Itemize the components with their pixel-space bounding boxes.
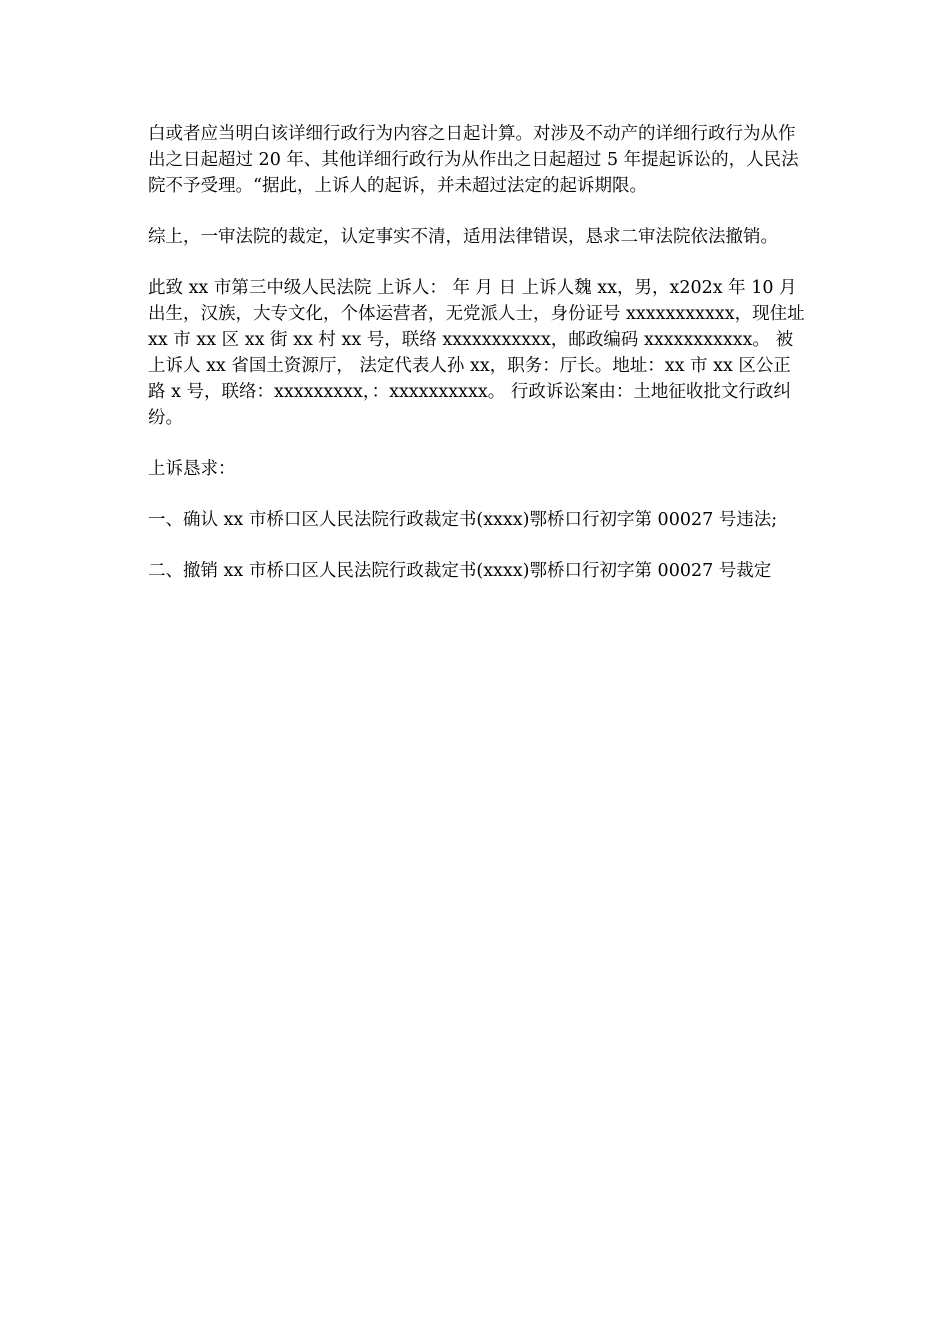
paragraph-parties: 此致 xx 市第三中级人民法院 上诉人： 年 月 日 上诉人魏 xx，男，x202x 年 10 月出生，汉族，大专文化，个体运营者，无党派人士，身份证号 xxxxxxxxxxx，现住址 xx 市 xx 区 xx 街 xx 村 xx 号，联络 xxxxxxxxxxx，邮政编码 xxxxxxxxxxx。 被上诉人 xx 省国土资源厅， 法定代表人孙 xx，职务：厅长。地址：xx 市 xx 区公正路 x 号，联络：xxxxxxxxx，：xxxxxxxxxx。 行政诉讼案由：土地征收批文行政纠纷。 <box>148 278 805 428</box>
document-body <box>148 121 808 609</box>
paragraph-request-two: 二、撤销 xx 市桥口区人民法院行政裁定书(xxxx)鄂桥口行初字第 00027 号裁定 <box>148 561 772 581</box>
paragraph-request-one: 一、确认 xx 市桥口区人民法院行政裁定书(xxxx)鄂桥口行初字第 00027 号违法; <box>148 510 778 530</box>
paragraph-filing-deadline: 白或者应当明白该详细行政行为内容之日起计算。对涉及不动产的详细行政行为从作出之日起超过 20 年、其他详细行政行为从作出之日起超过 5 年提起诉讼的，人民法院不予受理。“据此，上诉人的起诉，并未超过法定的起诉期限。 <box>148 124 799 196</box>
paragraph-conclusion: 综上，一审法院的裁定，认定事实不清，适用法律错误，恳求二审法院依法撤销。 <box>148 227 778 247</box>
paragraph-appeal-requests-heading: 上诉恳求： <box>148 459 236 479</box>
